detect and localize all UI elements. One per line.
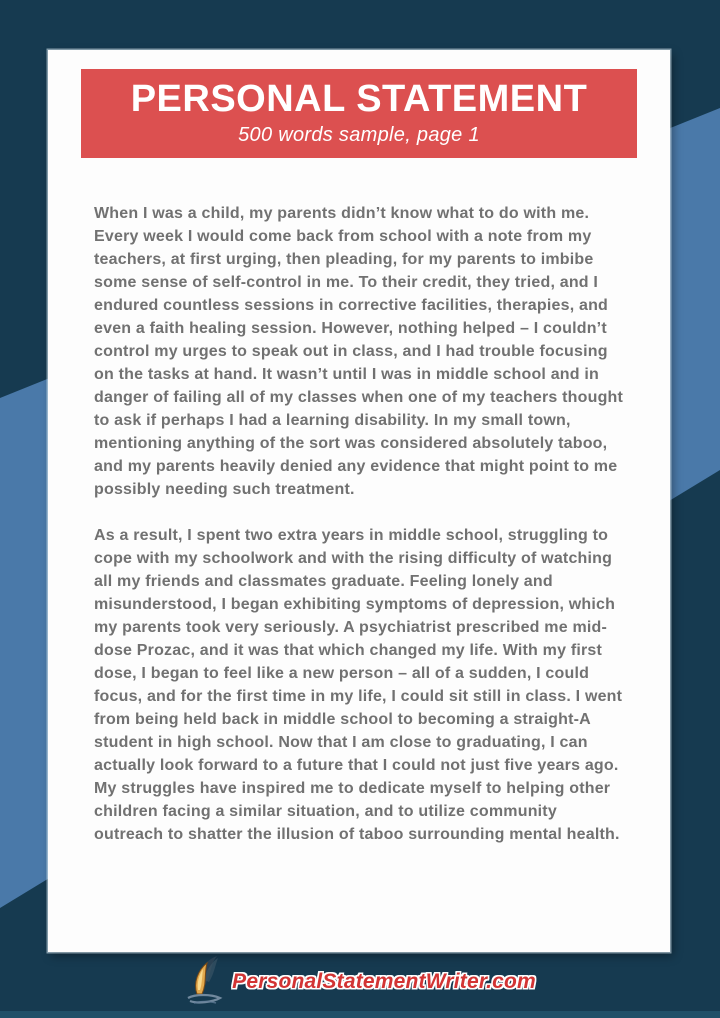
statement-body xyxy=(48,202,670,846)
title-banner xyxy=(81,69,637,158)
bottom-edge-strip xyxy=(0,1011,720,1018)
statement-paragraph-2: As a result, I spent two extra years in middle school, struggling to cope with my schoolwork and with the rising difficulty of watching all my friends and classmates graduate. Feeling lonely and misunderstood, I began exhibiting symptoms of depression, which my parents took very seriously. A psychiatrist prescribed me mid-dose Prozac, and it was that which changed my life. With my first dose, I began to feel like a new person – all of a sudden, I could focus, and for the first time in my life, I could sit still in class. I went from being held back in middle school to becoming a straight-A student in high school. Now that I am close to graduating, I can actually look forward to a future that I could not just five years ago. My struggles have inspired me to dedicate myself to helping other children facing a similar situation, and to utilize community outreach to shatter the illusion of taboo surrounding mental health. xyxy=(94,527,623,843)
footer-logo xyxy=(0,953,720,1011)
document-page xyxy=(48,50,670,952)
logo-text: PersonalStatementWriter.com xyxy=(232,970,536,993)
quill-pen-icon xyxy=(184,954,226,1008)
statement-paragraph-1: When I was a child, my parents didn’t know what to do with me. Every week I would come back from school with a note from my teachers, at first urging, then pleading, for my parents to imbibe some sense of self-control in me. To their credit, they tried, and I endured countless sessions in corrective facilities, therapies, and even a faith healing session. However, nothing helped – I couldn’t control my urges to speak out in class, and I had trouble focusing on the tasks at hand. It wasn’t until I was in middle school and in danger of failing all of my classes when one of my teachers thought to ask if perhaps I had a learning disability. In my small town, mentioning anything of the sort was considered absolutely taboo, and my parents heavily denied any evidence that might point to me possibly needing such treatment. xyxy=(94,205,624,498)
page-subtitle: 500 words sample, page 1 xyxy=(238,123,480,146)
page-title: PERSONAL STATEMENT xyxy=(130,78,588,121)
